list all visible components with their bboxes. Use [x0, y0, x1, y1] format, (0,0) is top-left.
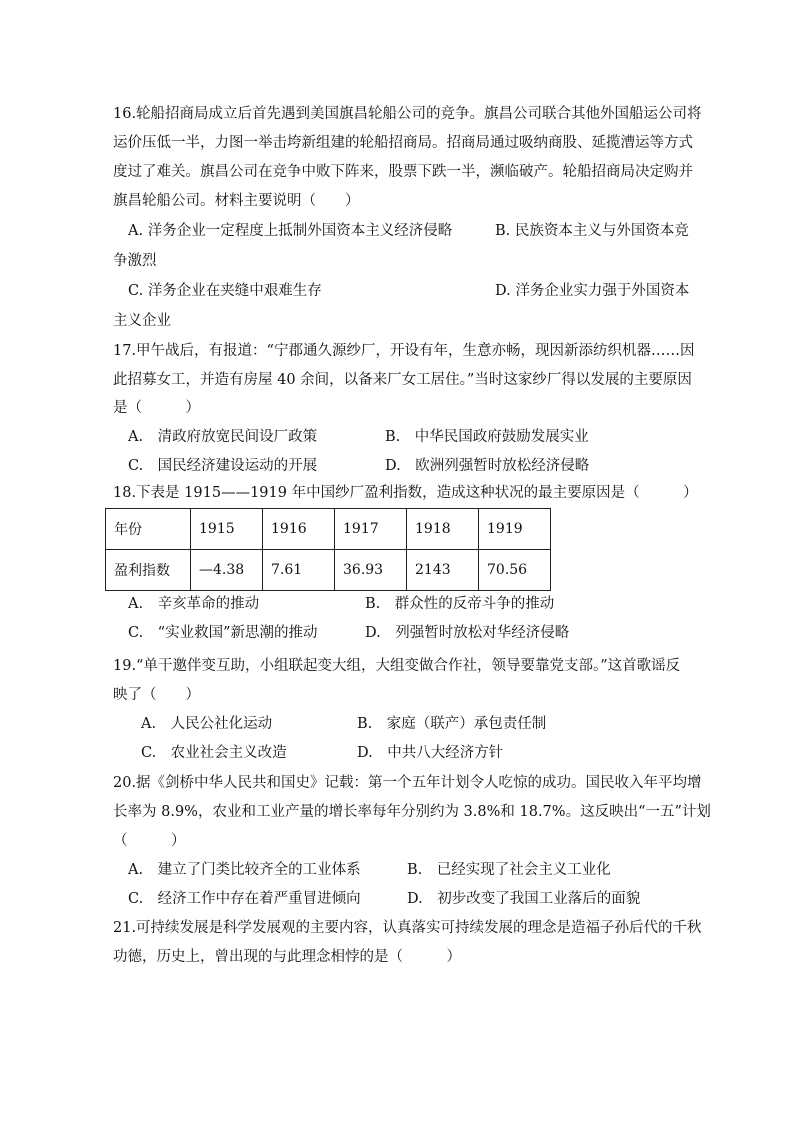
- q20-option-b: B. 已经实现了社会主义工业化: [407, 862, 611, 878]
- q19-option-d: D. 中共八大经济方针: [357, 745, 504, 761]
- q17-stem-line-1: 17.甲午战后，有报道：“宁郡通久源纱厂，开设有年，生意亦畅，现因新添纺织机器……因: [113, 343, 695, 359]
- table-cell: 7.61: [263, 550, 335, 591]
- q18-option-c: C. “实业救国”新思潮的推动: [128, 625, 318, 641]
- table-row: [106, 550, 551, 591]
- q16-option-a: A. 洋务企业一定程度上抵制外国资本主义经济侵略: [128, 223, 453, 239]
- q16-stem-line-2: 运价压低一半，力图一举击垮新组建的轮船招商局。招商局通过吸纳商股、延揽漕运等方式: [113, 135, 693, 151]
- q19-option-a: A. 人民公社化运动: [141, 716, 273, 732]
- table-cell: —4.38: [191, 550, 263, 591]
- q16-option-b: B. 民族资本主义与外国资本竞: [495, 223, 689, 239]
- table-cell: 36.93: [335, 550, 407, 591]
- q18-stem-line-1: 18.下表是 1915——1919 年中国纱厂盈利指数，造成这种状况的最主要原因是（ ）: [113, 485, 698, 501]
- q18-option-b: B. 群众性的反帝斗争的推动: [365, 596, 555, 612]
- q20-option-a: A. 建立了门类比较齐全的工业体系: [128, 862, 361, 878]
- table-cell: 1915: [191, 509, 263, 550]
- q17-stem-line-3: 是（ ）: [113, 400, 200, 416]
- q20-stem-line-2: 长率为 8.9%，农业和工业产量的增长率每年分别约为 3.8%和 18.7%。这反映出“一五”计划: [113, 804, 711, 820]
- q20-option-d: D. 初步改变了我国工业落后的面貌: [407, 891, 641, 907]
- q20-option-c: C. 经济工作中存在着严重冒进倾向: [128, 891, 361, 907]
- q20-stem-line-1: 20.据《剑桥中华人民共和国史》记载：第一个五年计划令人吃惊的成功。国民收入年平均增: [113, 775, 702, 791]
- table-cell: 年份: [106, 509, 191, 550]
- table-header-row: [106, 509, 551, 550]
- q16-stem-line-4: 旗昌轮船公司。材料主要说明（ ）: [113, 193, 360, 209]
- table-cell: 盈利指数: [106, 550, 191, 591]
- q17-option-b: B. 中华民国政府鼓励发展实业: [385, 429, 589, 445]
- q16-stem-line-1: 16.轮船招商局成立后首先遇到美国旗昌轮船公司的竞争。旗昌公司联合其他外国船运公司将: [113, 106, 702, 122]
- q19-option-c: C. 农业社会主义改造: [141, 745, 287, 761]
- table-cell: 1919: [479, 509, 551, 550]
- table-cell: 1918: [407, 509, 479, 550]
- q17-stem-line-2: 此招募女工，并造有房屋 40 余间，以备来厂女工居住。”当时这家纱厂得以发展的主要原因: [113, 372, 692, 388]
- table-cell: 70.56: [479, 550, 551, 591]
- q17-option-a: A. 清政府放宽民间设厂政策: [128, 429, 318, 445]
- table-cell: 1917: [335, 509, 407, 550]
- q19-stem-line-1: 19.“单干邀伴变互助，小组联起变大组，大组变做合作社，领导要靠党支部。”这首歌谣反: [113, 658, 681, 674]
- profit-index-table: [105, 508, 551, 591]
- q18-option-a: A. 辛亥革命的推动: [128, 596, 260, 612]
- q16-option-b-continued: 争激烈: [113, 253, 157, 269]
- q16-stem-line-3: 度过了难关。旗昌公司在竞争中败下阵来，股票下跌一半，濒临破产。轮船招商局决定购并: [113, 164, 693, 180]
- q16-option-c: C. 洋务企业在夹缝中艰难生存: [128, 283, 322, 299]
- q17-option-c: C. 国民经济建设运动的开展: [128, 458, 318, 474]
- table-cell: 2143: [407, 550, 479, 591]
- q19-option-b: B. 家庭（联产）承包责任制: [357, 716, 547, 732]
- q21-stem-line-2: 功德，历史上，曾出现的与此理念相悖的是（ ）: [113, 949, 461, 965]
- q19-stem-line-2: 映了（ ）: [113, 687, 200, 703]
- q21-stem-line-1: 21.可持续发展是科学发展观的主要内容，认真落实可持续发展的理念是造福子孙后代的千秋: [113, 920, 702, 936]
- q17-option-d: D. 欧洲列强暂时放松经济侵略: [385, 458, 590, 474]
- q16-option-d: D. 洋务企业实力强于外国资本: [495, 283, 690, 299]
- q18-option-d: D. 列强暂时放松对华经济侵略: [365, 625, 570, 641]
- table-cell: 1916: [263, 509, 335, 550]
- q20-stem-line-3: （ ）: [113, 833, 186, 849]
- q16-option-d-continued: 主义企业: [113, 313, 171, 329]
